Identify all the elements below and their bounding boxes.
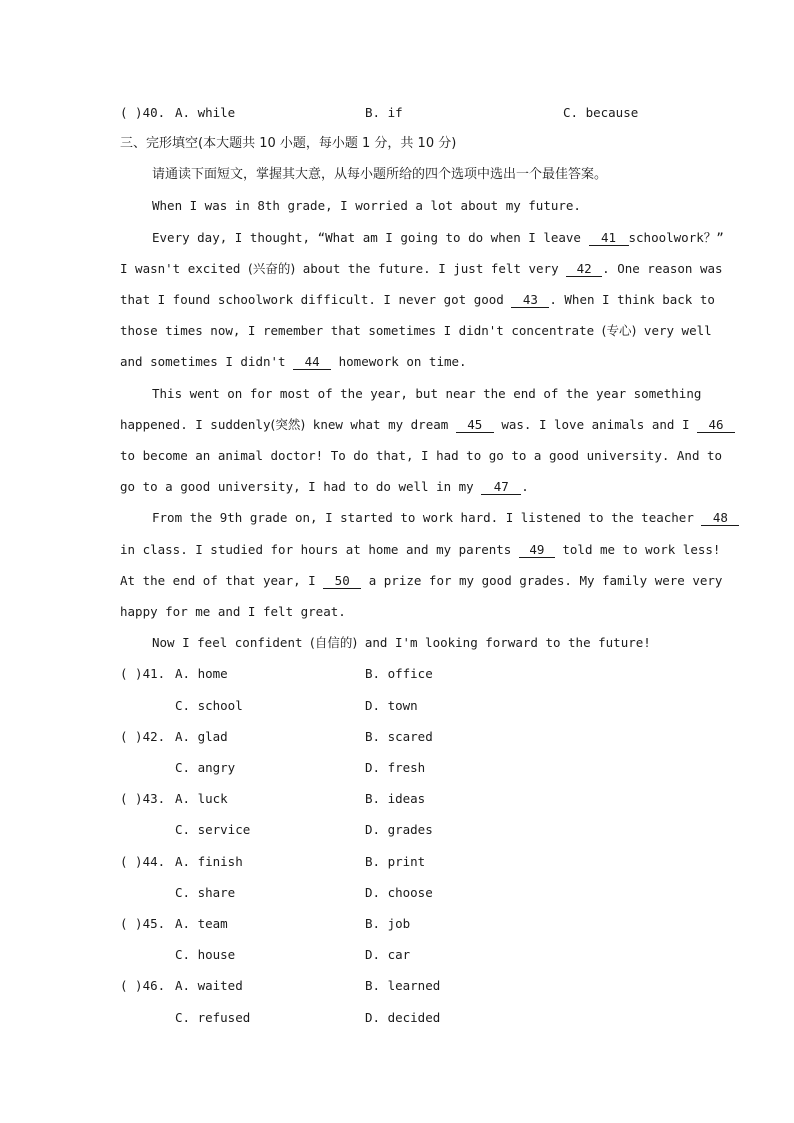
passage-line: [152, 510, 728, 526]
blank-41: 41: [589, 231, 629, 246]
option-b: B. print: [365, 854, 426, 869]
option-a: A. home: [175, 666, 228, 681]
text: told me to work less!: [554, 542, 721, 557]
passage-line: [120, 292, 715, 308]
option-b: B. ideas: [365, 791, 426, 806]
text: From the 9th grade on, I started to work hard. I listened to the teacher: [152, 510, 702, 525]
gloss: (兴奋的): [247, 261, 296, 276]
question-number: ( )42.: [120, 729, 166, 744]
option-c: C. angry: [175, 760, 236, 775]
blank-42: 42: [566, 262, 602, 277]
text: and I'm looking forward to the future!: [357, 635, 651, 650]
passage-line: [120, 354, 675, 370]
passage-line: This went on for most of the year, but near the end of the year something: [152, 386, 702, 401]
text: in class. I studied for hours at home and my parents: [120, 542, 519, 557]
gloss: (突然): [270, 417, 306, 432]
blank-43: 43: [511, 293, 549, 308]
text: . When I think back to: [549, 292, 715, 307]
option-b: B. learned: [365, 978, 441, 993]
blank-44: 44: [293, 355, 331, 370]
option-c: C. refused: [175, 1010, 251, 1025]
option-c: C. because: [563, 105, 639, 120]
blank-47: 47: [481, 480, 521, 495]
text: that I found schoolwork difficult. I never got good: [120, 292, 512, 307]
blank-45: 45: [456, 418, 494, 433]
option-d: D. fresh: [365, 760, 426, 775]
blank-49: 49: [519, 543, 555, 558]
gloss: (专心): [601, 323, 637, 338]
text: those times now, I remember that sometimes I didn't concentrate: [120, 323, 602, 338]
text: Now I feel confident: [152, 635, 311, 650]
question-number: ( )45.: [120, 916, 166, 931]
blank-46: 46: [697, 418, 735, 433]
passage-line: happy for me and I felt great.: [120, 604, 346, 619]
passage-line: [120, 573, 723, 589]
option-d: D. car: [365, 947, 411, 962]
question-number: ( )46.: [120, 978, 166, 993]
question-number: ( )43.: [120, 791, 166, 806]
passage-line: [120, 542, 721, 558]
option-d: D. choose: [365, 885, 433, 900]
passage-line: [120, 479, 675, 495]
passage-line: [120, 323, 712, 339]
passage-line: When I was in 8th grade, I worried a lot about my future.: [152, 198, 581, 213]
text: I wasn't excited: [120, 261, 248, 276]
text: very well: [636, 323, 712, 338]
text: At the end of that year, I: [120, 573, 324, 588]
text: a prize for my good grades. My family were very: [361, 573, 723, 588]
option-d: D. grades: [365, 822, 433, 837]
text: Every day, I thought, “What am I going to do when I leave: [152, 230, 589, 245]
section-instruction: 请通读下面短文，掌握其大意，从每小题所给的四个选项中选出一个最佳答案。: [152, 167, 608, 182]
option-c: C. share: [175, 885, 236, 900]
text: about the future. I just felt very: [295, 261, 567, 276]
section-title: 三、完形填空(本大题共 10 小题，每小题 1 分，共 10 分): [120, 136, 457, 151]
text: . One reason was: [602, 261, 723, 276]
option-d: D. town: [365, 698, 418, 713]
option-c: C. service: [175, 822, 251, 837]
option-b: B. scared: [365, 729, 433, 744]
text: homework on time.: [331, 354, 467, 369]
passage-line: [152, 635, 675, 651]
passage-line: [120, 417, 724, 433]
text: was. I love animals and I: [493, 417, 697, 432]
text: and sometimes I didn't: [120, 354, 294, 369]
question-number: ( )40.: [120, 105, 166, 120]
option-a: A. luck: [175, 791, 228, 806]
question-number: ( )44.: [120, 854, 166, 869]
text: happened. I suddenly: [120, 417, 271, 432]
option-a: A. waited: [175, 978, 243, 993]
option-c: C. school: [175, 698, 243, 713]
option-a: A. finish: [175, 854, 243, 869]
passage-line: to become an animal doctor! To do that, I had to go to a good university. And to: [120, 448, 723, 463]
text: knew what my dream: [305, 417, 456, 432]
option-b: B. job: [365, 916, 411, 931]
blank-48: 48: [701, 511, 739, 526]
passage-line: [152, 230, 724, 246]
gloss: (自信的): [310, 635, 358, 650]
option-b: B. if: [365, 105, 403, 120]
question-number: ( )41.: [120, 666, 166, 681]
text: go to a good university, I had to do well in my: [120, 479, 482, 494]
text: .: [521, 479, 529, 494]
text: schoolwork？”: [628, 230, 724, 245]
option-b: B. office: [365, 666, 433, 681]
option-c: C. house: [175, 947, 236, 962]
option-a: A. while: [175, 105, 236, 120]
blank-50: 50: [323, 574, 361, 589]
option-a: A. glad: [175, 729, 228, 744]
option-a: A. team: [175, 916, 228, 931]
passage-line: [120, 261, 723, 277]
option-d: D. decided: [365, 1010, 441, 1025]
